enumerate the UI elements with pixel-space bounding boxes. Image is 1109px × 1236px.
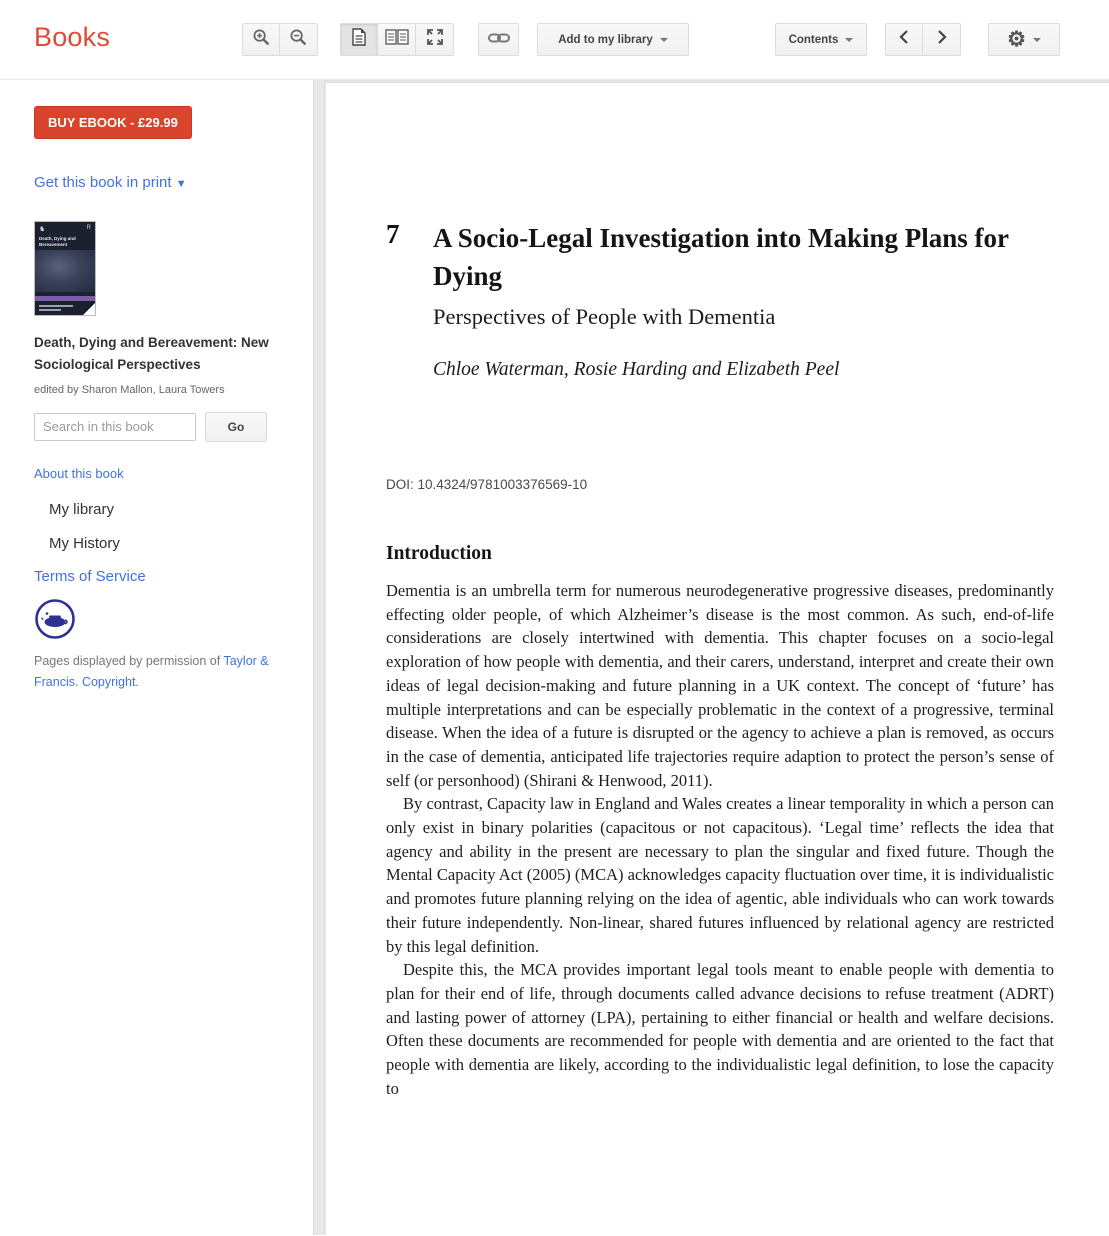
- copyright-link[interactable]: Copyright.: [81, 675, 139, 690]
- chevron-left-icon: [898, 29, 910, 50]
- search-input[interactable]: [34, 413, 196, 441]
- my-history-link[interactable]: My History: [49, 534, 120, 552]
- page-nav-group: [885, 23, 961, 56]
- previous-page-button[interactable]: [885, 23, 923, 56]
- cover-band: [35, 296, 95, 301]
- book-search: [34, 412, 313, 442]
- taylor-francis-link[interactable]: Taylor & Francis.: [34, 653, 269, 690]
- two-page-icon: [385, 28, 409, 51]
- chapter-number: 7: [386, 219, 400, 249]
- taylor-francis-logo[interactable]: [34, 598, 76, 640]
- books-logo[interactable]: Books: [34, 22, 111, 52]
- triangle-down-icon: ▼: [175, 178, 187, 190]
- two-page-view-button[interactable]: [378, 23, 416, 56]
- routledge-logo: R: [86, 225, 91, 231]
- about-this-book-link[interactable]: About this book: [34, 465, 124, 481]
- terms-of-service-link[interactable]: Terms of Service: [34, 567, 146, 585]
- doi-text: DOI: 10.4324/9781003376569-10: [386, 477, 588, 492]
- add-to-library-label: Add to my library: [558, 33, 653, 46]
- paragraph: Despite this, the MCA provides important legal tools meant to enable people with dementia to plan for their end of life, through documents called advance decisions to refuse treatment (ADRT) and lasting power of attorney (LPA), pertaining to either financial or health and welfare decisions. Often these documents are recommended for people with dementia and are oriented to the fact that people with dementia are likely, according to the individualistic legal definition, to lose the capacity to: [386, 960, 1054, 1098]
- contents-button[interactable]: [775, 23, 867, 56]
- cover-artwork: [35, 250, 95, 292]
- view-mode-button-group: [340, 23, 454, 56]
- go-button[interactable]: Go: [205, 412, 267, 442]
- chevron-down-icon: [1033, 38, 1041, 42]
- cover-editor-line: [39, 305, 73, 307]
- toolbar: [0, 0, 1109, 80]
- book-editors: edited by Sharon Mallon, Laura Towers: [34, 383, 225, 396]
- cover-editor-line: [39, 309, 61, 311]
- zoom-in-icon: [252, 28, 271, 52]
- cover-crest-icon: ♞: [39, 226, 46, 233]
- link-icon: [488, 32, 510, 47]
- add-to-library-button[interactable]: [537, 23, 689, 56]
- buy-ebook-button[interactable]: BUY EBOOK - £29.99: [34, 106, 192, 139]
- get-link-button[interactable]: [478, 23, 519, 56]
- chapter-heading: [386, 219, 1055, 295]
- section-heading: Introduction: [386, 543, 492, 564]
- book-page: [326, 83, 1109, 1100]
- zoom-out-button[interactable]: [280, 23, 318, 56]
- sidebar: [0, 80, 313, 1235]
- single-page-icon: [351, 28, 367, 51]
- contents-label: Contents: [788, 33, 839, 46]
- chevron-right-icon: [936, 29, 948, 50]
- gear-icon: ⚙: [1007, 28, 1026, 51]
- single-page-view-button[interactable]: [340, 23, 378, 56]
- paragraph: By contrast, Capacity law in England and Wales creates a linear temporality in which a person can only exist in binary polarities (capacitous or not capacitous). ‘Legal time’ reflects the idea that agency and ability in the present are necessary to plan the singular and fixed future. Though the Mental Capacity Act (2005) (MCA) acknowledges capacity fluctuation over time, it is individualistic and promotes future planning relying on the idea of agentic, able individuals who can work towards their future independently. Non-linear, shared futures influenced by relational agency are restricted by this legal definition.: [386, 794, 1054, 956]
- fullscreen-button[interactable]: [416, 23, 454, 56]
- main-area: [0, 80, 1109, 1235]
- zoom-in-button[interactable]: [242, 23, 280, 56]
- paragraph: Dementia is an umbrella term for numerous neurodegenerative progressive diseases, predominantly effecting older people, of which Alzheimer’s disease is the most common. As such, end-of-life considerations are closely intertwined with dementia. This chapter focuses on a socio-legal exploration of how people with dementia, and their carers, understand, interpret and create their own ideas of legal decision-making and future planning in a UK context. The concept of ‘future’ has multiple interpretations and can be especially problematic in the context of a progressive, terminal disease. When the idea of a future is disrupted or the agency to achieve a plan is removed, as occurs in the case of dementia, anticipated life trajectories require adaption to protect the person’s sense of self (or personhood) (Shirani & Henwood, 2011).: [386, 581, 1054, 790]
- permission-notice: Pages displayed by permission of Taylor & Francis. Copyright.: [34, 653, 269, 690]
- cover-page-curl: [82, 302, 96, 316]
- chevron-down-icon: [660, 38, 668, 42]
- book-page-viewport[interactable]: [325, 80, 1109, 1235]
- next-page-button[interactable]: [923, 23, 961, 56]
- chapter-subtitle: Perspectives of People with Dementia: [433, 304, 776, 329]
- chapter-title: A Socio-Legal Investigation into Making Plans for Dying: [433, 223, 1009, 291]
- chapter-authors: Chloe Waterman, Rosie Harding and Elizabeth Peel: [433, 359, 840, 380]
- viewer-scrollbar-gutter[interactable]: [313, 80, 325, 1235]
- fullscreen-icon: [426, 28, 444, 51]
- book-title: Death, Dying and Bereavement: New Sociological Perspectives: [34, 335, 269, 373]
- zoom-button-group: [242, 23, 318, 56]
- body-text: [386, 579, 1054, 1100]
- cover-title: Death, Dying and Bereavement: [39, 236, 76, 247]
- zoom-out-icon: [289, 28, 308, 52]
- book-cover-thumbnail[interactable]: [34, 221, 96, 316]
- settings-button[interactable]: [988, 23, 1060, 56]
- chevron-down-icon: [845, 38, 853, 42]
- my-library-link[interactable]: My library: [49, 500, 115, 518]
- get-book-in-print-link[interactable]: Get this book in print ▼: [34, 174, 187, 191]
